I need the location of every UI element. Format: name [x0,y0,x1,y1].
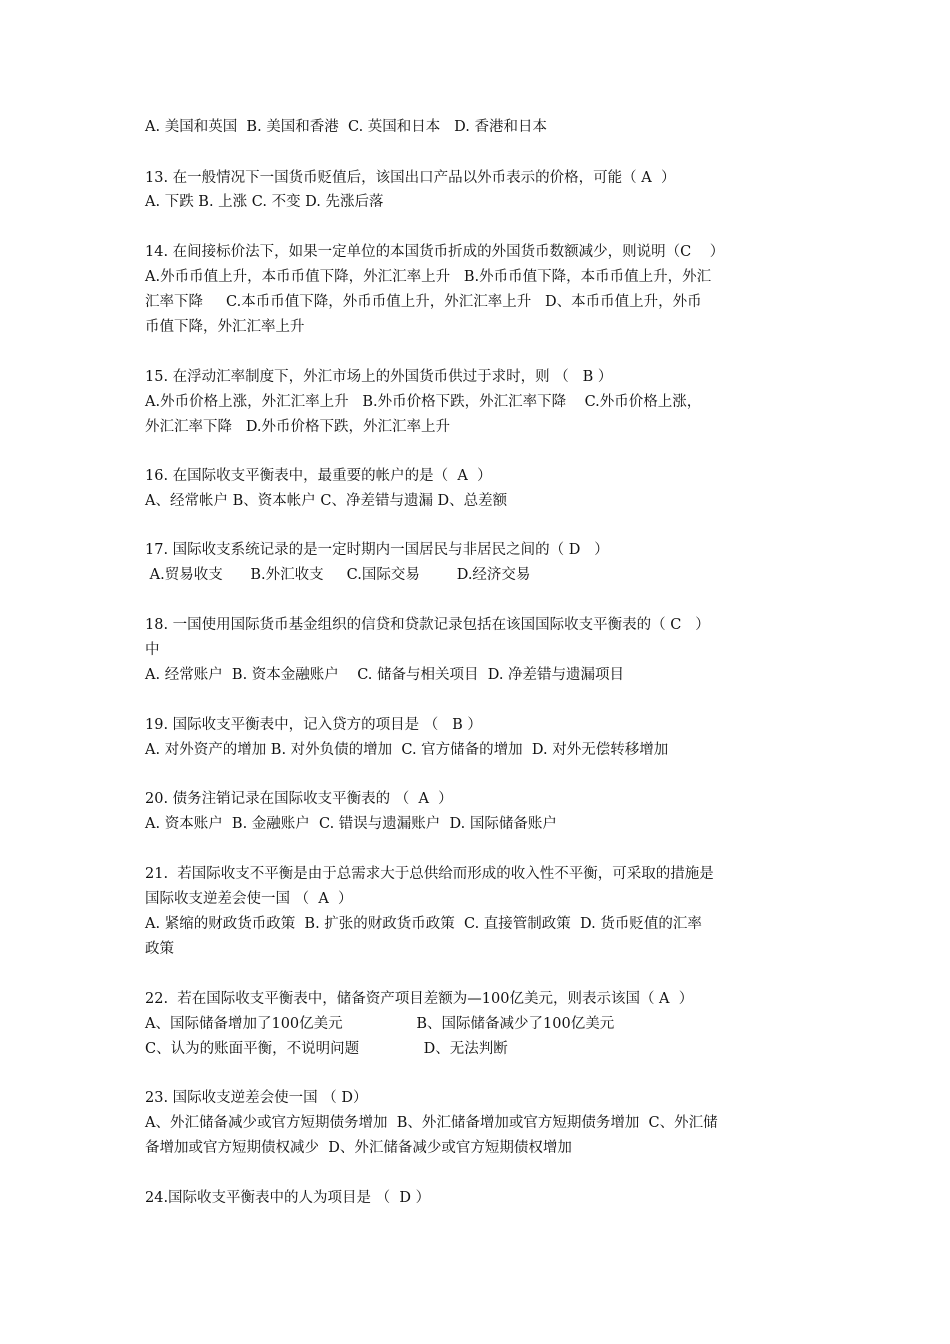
text-line: A、经常帐户 B、资本帐户 C、净差错与遗漏 D、总差额 [145,493,508,509]
text-line: A. 经常账户 B. 资本金融账户 C. 储备与相关项目 D. 净差错与遗漏项目 [145,667,625,683]
text-line: 23. 国际收支逆差会使一国 （ D） [145,1090,368,1106]
text-line: A. 资本账户 B. 金融账户 C. 错误与遗漏账户 D. 国际储备账户 [145,816,557,832]
text-line: A.贸易收支 B.外汇收支 C.国际交易 D.经济交易 [145,567,531,583]
text-line: 国际收支逆差会使一国 （ A ） [145,891,353,907]
text-line: A. 下跌 B. 上涨 C. 不变 D. 先涨后落 [145,194,384,210]
text-line: A. 对外资产的增加 B. 对外负债的增加 C. 官方储备的增加 D. 对外无偿转移增加 [145,742,669,758]
text-line: 15. 在浮动汇率制度下，外汇市场上的外国货币供过于求时，则 （ B ） [145,369,613,385]
text-line: 21. 若国际收支不平衡是由于总需求大于总供给而形成的收入性不平衡，可采取的措施是 [145,866,714,882]
text-line: 24.国际收支平衡表中的人为项目是 （ D ） [145,1190,431,1206]
text-line: 政策 [145,941,174,957]
text-line: 18. 一国使用国际货币基金组织的信贷和贷款记录包括在该国国际收支平衡表的（ C ） [145,617,710,633]
text-line: 20. 债务注销记录在国际收支平衡表的 （ A ） [145,791,453,807]
text-line: A.外币币值上升，本币币值下降，外汇汇率上升 B.外币币值下降，本币币值上升，外汇 [145,269,712,285]
text-line: 16. 在国际收支平衡表中，最重要的帐户的是（ A ） [145,468,492,484]
text-line: A、国际储备增加了100亿美元 B、国际储备减少了100亿美元 [145,1016,615,1032]
text-line: A.外币价格上涨，外汇汇率上升 B.外币价格下跌，外汇汇率下降 C.外币价格上涨， [145,394,702,410]
text-line: 19. 国际收支平衡表中，记入贷方的项目是 （ B ） [145,717,482,733]
text-line: 备增加或官方短期债权减少 D、外汇储备减少或官方短期债权增加 [145,1140,572,1156]
text-line: A. 紧缩的财政货币政策 B. 扩张的财政货币政策 C. 直接管制政策 D. 货币贬值的汇率 [145,916,702,932]
text-line: 中 [145,642,160,658]
text-line: 币值下降，外汇汇率上升 [145,319,305,335]
text-line: 外汇汇率下降 D.外币价格下跌，外汇汇率上升 [145,419,451,435]
text-line: 22. 若在国际收支平衡表中，储备资产项目差额为—100亿美元，则表示该国（ A ） [145,991,694,1007]
text-line: 13. 在一般情况下一国货币贬值后，该国出口产品以外币表示的价格，可能（ A ） [145,170,676,186]
text-line: C、认为的账面平衡，不说明问题 D、无法判断 [145,1041,508,1057]
text-line: 汇率下降 C.本币币值下降，外币币值上升，外汇汇率上升 D、本币币值上升，外币 [145,294,702,310]
text-line: 14. 在间接标价法下，如果一定单位的本国货币折成的外国货币数额减少，则说明（C ） [145,244,725,260]
text-line: 17. 国际收支系统记录的是一定时期内一国居民与非居民之间的（ D ） [145,542,609,558]
text-line: A. 美国和英国 B. 美国和香港 C. 英国和日本 D. 香港和日本 [145,119,547,135]
text-line: A、外汇储备减少或官方短期债务增加 B、外汇储备增加或官方短期债务增加 C、外汇储 [145,1115,718,1131]
